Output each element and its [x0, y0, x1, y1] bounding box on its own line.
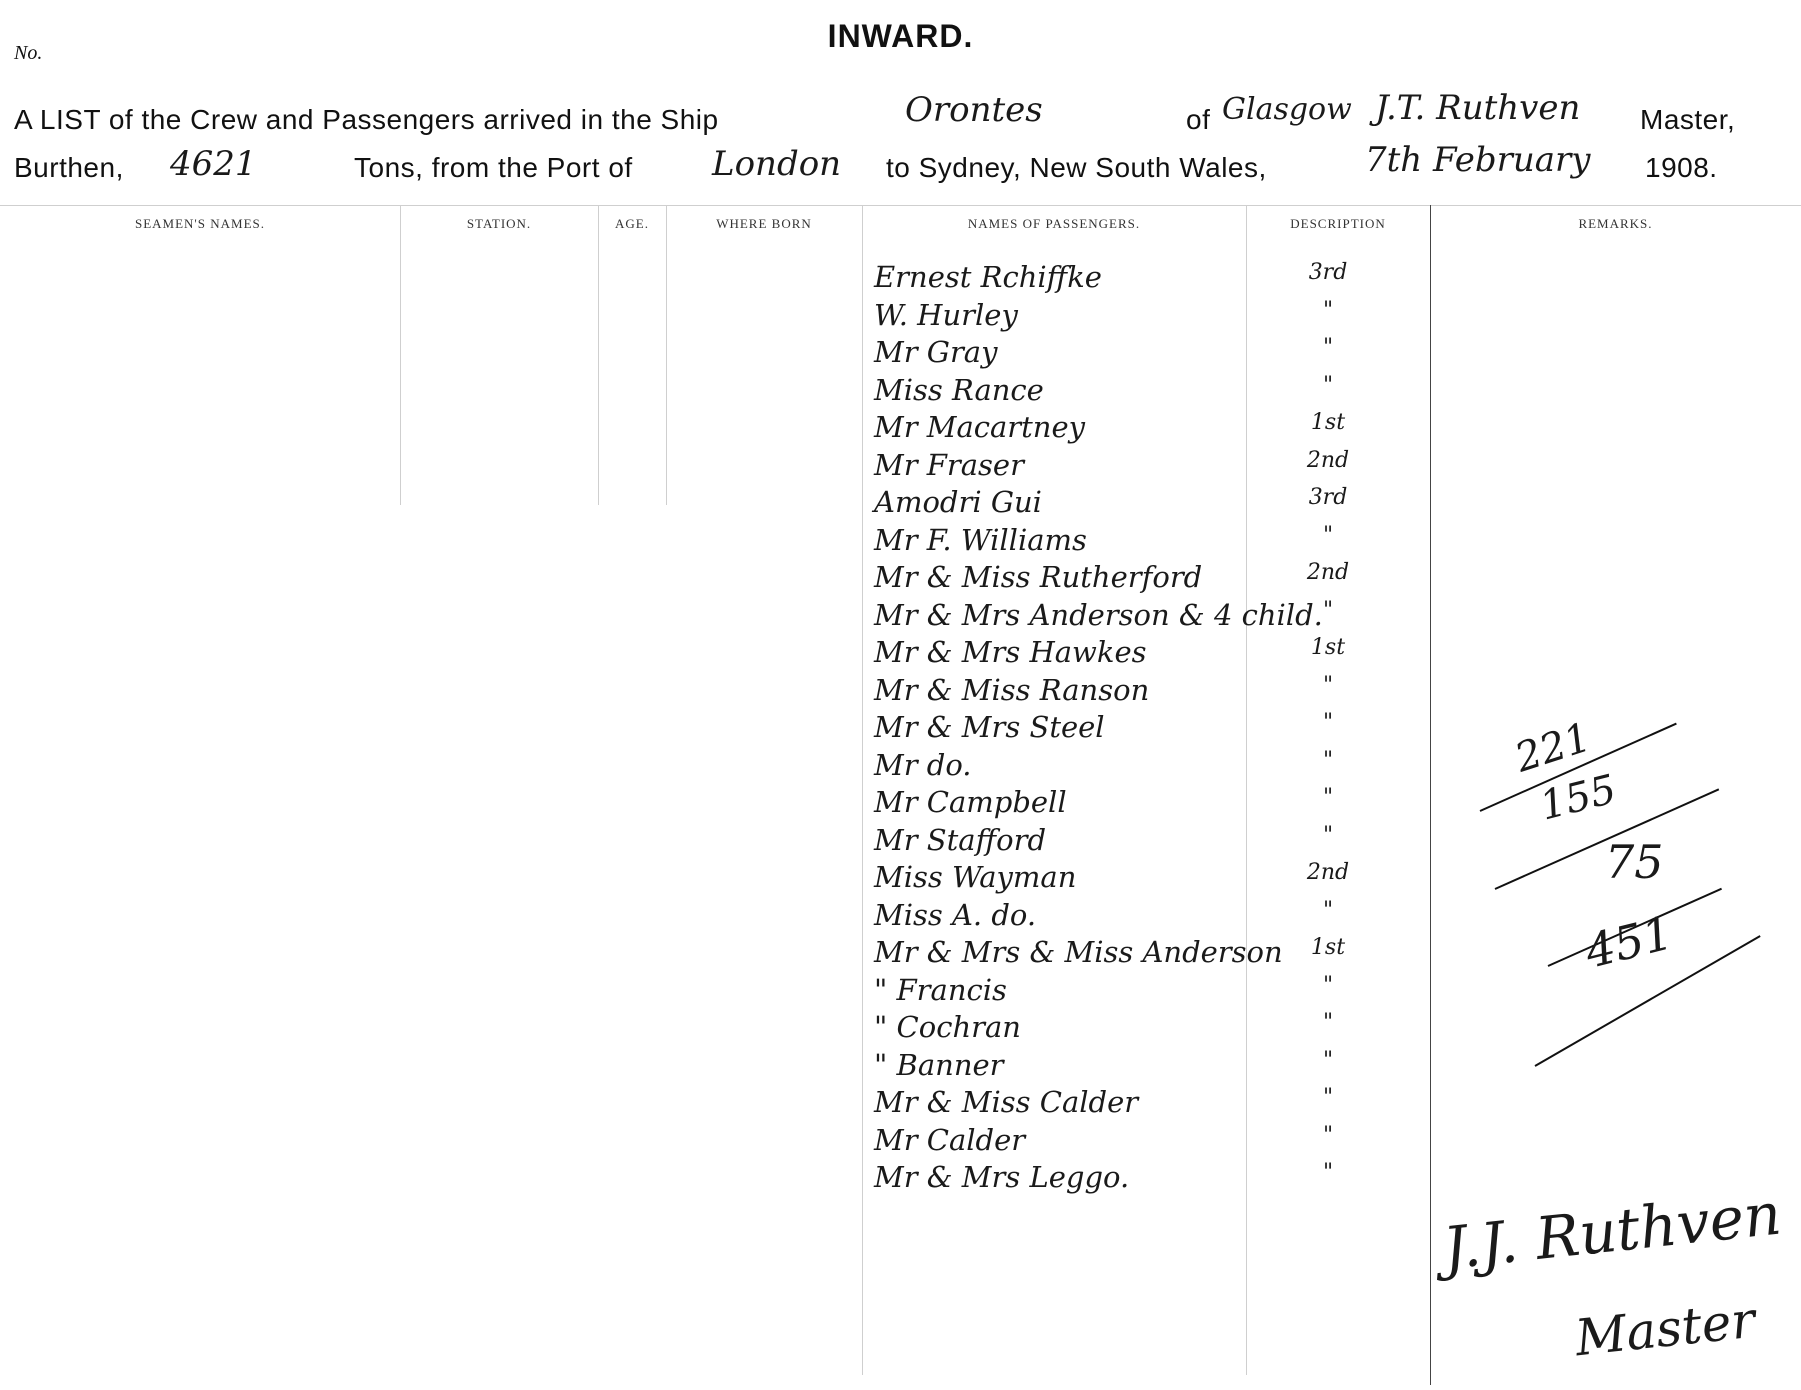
remark-tally-number: 451 [1579, 905, 1679, 979]
table-row [860, 973, 1460, 1011]
passenger-class: " [1322, 335, 1334, 360]
column-divider [400, 205, 401, 505]
remark-tally-number: 221 [1509, 714, 1597, 782]
col-header-remarks: REMARKS. [1578, 216, 1653, 231]
table-row [860, 373, 1460, 411]
passenger-class: 1st [1310, 635, 1346, 660]
master-name-field: J.T. Ruthven [1375, 88, 1581, 128]
col-header-age: AGE. [615, 216, 649, 231]
passenger-class: 3rd [1308, 485, 1348, 510]
col-header-station: STATION. [466, 216, 532, 231]
table-row [860, 1123, 1460, 1161]
table-row [860, 710, 1460, 748]
passenger-name: Mr & Mrs & Miss Anderson [874, 935, 1283, 969]
from-port-field: London [712, 144, 842, 184]
passenger-class: " [1322, 297, 1334, 323]
passenger-name: Amodri Gui [874, 485, 1042, 519]
table-row [860, 1010, 1460, 1048]
passenger-name: Mr F. Williams [874, 522, 1087, 557]
column-divider [666, 205, 667, 505]
column-divider [598, 205, 599, 505]
number-label: No. [14, 42, 43, 64]
port-of-registry-field: Glasgow [1222, 92, 1352, 127]
passenger-name: Mr & Mrs Steel [874, 710, 1105, 744]
table-row [860, 935, 1460, 973]
passenger-class: " [1322, 372, 1334, 398]
passenger-class: " [1322, 747, 1334, 773]
passenger-name: " Francis [874, 972, 1007, 1007]
table-row [860, 448, 1460, 486]
table-row [860, 335, 1460, 373]
table-row [860, 410, 1460, 448]
remark-tally-number: 75 [1605, 835, 1664, 889]
passenger-name: Mr Campbell [874, 785, 1067, 819]
passenger-class: " [1322, 1047, 1334, 1073]
passenger-name: Mr do. [874, 747, 972, 782]
passenger-class: " [1322, 785, 1334, 810]
table-row [860, 260, 1460, 298]
table-row [860, 1160, 1460, 1198]
ship-name-field: Orontes [905, 90, 1043, 130]
header-line1-of: of [1186, 104, 1211, 135]
col-header-where-born: WHERE BORN [716, 216, 812, 231]
year-field: 1908. [1645, 152, 1718, 183]
table-top-rule [0, 205, 1801, 206]
passenger-class: " [1322, 972, 1334, 998]
table-row [860, 560, 1460, 598]
passenger-class: " [1322, 1160, 1334, 1185]
document-title: INWARD. [827, 18, 974, 54]
passenger-name: Ernest Rchiffke [874, 260, 1102, 294]
passenger-class: 3rd [1308, 260, 1348, 285]
passenger-class: " [1322, 897, 1334, 923]
table-row [860, 823, 1460, 861]
passenger-name: Mr & Mrs Anderson & 4 child. [874, 597, 1323, 632]
table-row [860, 1048, 1460, 1086]
passenger-class: " [1322, 1010, 1334, 1035]
burthen-field: 4621 [170, 144, 257, 184]
passenger-name: Mr Calder [874, 1122, 1026, 1157]
master-signature-title: Master [1572, 1290, 1758, 1368]
header-line1-text: A LIST of the Crew and Passengers arrived in the Ship [14, 104, 719, 135]
passenger-class: " [1322, 822, 1334, 848]
passenger-class: " [1322, 597, 1334, 623]
passenger-name: Miss A. do. [874, 897, 1037, 932]
table-row [860, 673, 1460, 711]
passenger-name: Miss Rance [874, 372, 1044, 407]
passenger-class: 2nd [1306, 560, 1350, 585]
passenger-name: Mr Macartney [874, 410, 1086, 444]
passenger-class: 2nd [1306, 447, 1350, 473]
header-line2-tons: Tons, from the Port of [354, 152, 633, 183]
passenger-name: Mr & Miss Calder [874, 1085, 1139, 1119]
passenger-name: " Banner [874, 1047, 1004, 1082]
table-row [860, 785, 1460, 823]
passenger-name: " Cochran [874, 1010, 1021, 1044]
passenger-name: W. Hurley [874, 297, 1018, 332]
passenger-name: Mr Fraser [874, 447, 1024, 482]
header-line1-master: Master, [1640, 104, 1736, 135]
passenger-class: 1st [1310, 410, 1346, 435]
table-row [860, 1085, 1460, 1123]
passenger-class: 2nd [1306, 860, 1350, 885]
col-header-seamen-names: SEAMEN'S NAMES. [134, 216, 266, 231]
table-row [860, 748, 1460, 786]
table-row [860, 898, 1460, 936]
passenger-class: " [1322, 672, 1334, 698]
remark-tally-number: 155 [1535, 766, 1621, 830]
table-row [860, 485, 1460, 523]
header-line2-destination: to Sydney, New South Wales, [886, 152, 1267, 183]
passenger-class: " [1322, 710, 1334, 735]
passenger-name: Mr Gray [874, 335, 998, 369]
table-row [860, 523, 1460, 561]
passenger-class: " [1322, 1122, 1334, 1148]
table-row [860, 598, 1460, 636]
passenger-name: Mr & Mrs Leggo. [874, 1160, 1130, 1194]
header-line2-burthen: Burthen, [14, 152, 124, 183]
table-row [860, 635, 1460, 673]
table-row [860, 860, 1460, 898]
col-header-passenger-names: NAMES OF PASSENGERS. [967, 216, 1141, 231]
passenger-name: Mr & Miss Rutherford [874, 560, 1203, 594]
passenger-name: Mr & Mrs Hawkes [874, 635, 1147, 669]
master-signature: J.J. Ruthven [1440, 1179, 1785, 1283]
passenger-name: Miss Wayman [874, 860, 1077, 894]
passenger-class: 1st [1310, 935, 1346, 960]
passenger-name: Mr & Miss Ranson [874, 672, 1150, 707]
col-header-description: DESCRIPTION [1290, 216, 1386, 231]
passenger-class: " [1322, 1085, 1334, 1110]
passenger-name: Mr Stafford [874, 822, 1047, 857]
table-row [860, 298, 1460, 336]
passenger-list [860, 260, 1460, 1198]
passenger-class: " [1322, 522, 1334, 548]
arrival-date-field: 7th February [1365, 140, 1591, 180]
